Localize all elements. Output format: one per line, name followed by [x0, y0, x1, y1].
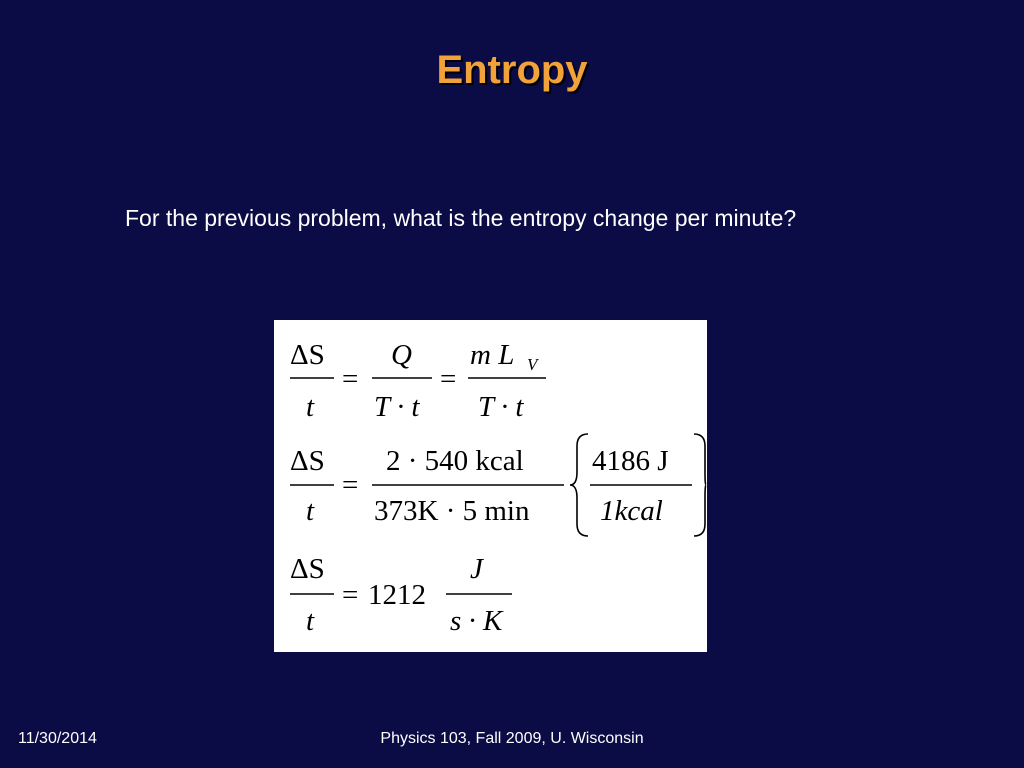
- right-brace-icon: [694, 434, 706, 536]
- eq3-lhs-num: ΔS: [290, 553, 325, 585]
- eq1-lhs-num: ΔS: [290, 339, 325, 371]
- eq1-frac2-num: m L: [470, 339, 515, 371]
- footer-course: Physics 103, Fall 2009, U. Wisconsin: [380, 730, 644, 747]
- left-brace-icon: [570, 434, 588, 536]
- equation-image: [274, 320, 707, 652]
- eq3-unit-num: J: [470, 553, 483, 585]
- eq1-frac2-den: T · t: [478, 391, 524, 423]
- equation-line-2: [290, 434, 706, 536]
- question-text: For the previous problem, what is the entropy change per minute?: [125, 205, 797, 231]
- eq2-lhs-num: ΔS: [290, 445, 325, 477]
- eq2-conv-den: 1kcal: [600, 495, 663, 527]
- equation-line-3: [290, 553, 512, 637]
- eq3-lhs-den: t: [306, 605, 315, 637]
- eq2-num: 2 · 540 kcal: [386, 445, 524, 477]
- equation-line-1: [290, 339, 546, 423]
- eq3-equals: =: [342, 579, 359, 611]
- eq2-conv-num: 4186 J: [592, 445, 669, 477]
- eq2-lhs-den: t: [306, 495, 315, 527]
- eq1-frac2-num-sub: V: [527, 355, 538, 374]
- eq1-equals-2: =: [440, 363, 457, 395]
- eq1-frac1-num: Q: [391, 339, 412, 371]
- eq1-lhs-den: t: [306, 391, 315, 423]
- eq1-equals-1: =: [342, 363, 359, 395]
- eq2-equals: =: [342, 469, 359, 501]
- eq2-den: 373K · 5 min: [374, 495, 530, 527]
- eq1-frac1-den: T · t: [374, 391, 420, 423]
- footer-date: 11/30/2014: [18, 730, 97, 747]
- slide-title: Entropy: [436, 48, 588, 92]
- eq3-unit-den: s · K: [450, 605, 503, 637]
- eq3-value: 1212: [368, 579, 426, 611]
- equation-svg: [274, 320, 707, 652]
